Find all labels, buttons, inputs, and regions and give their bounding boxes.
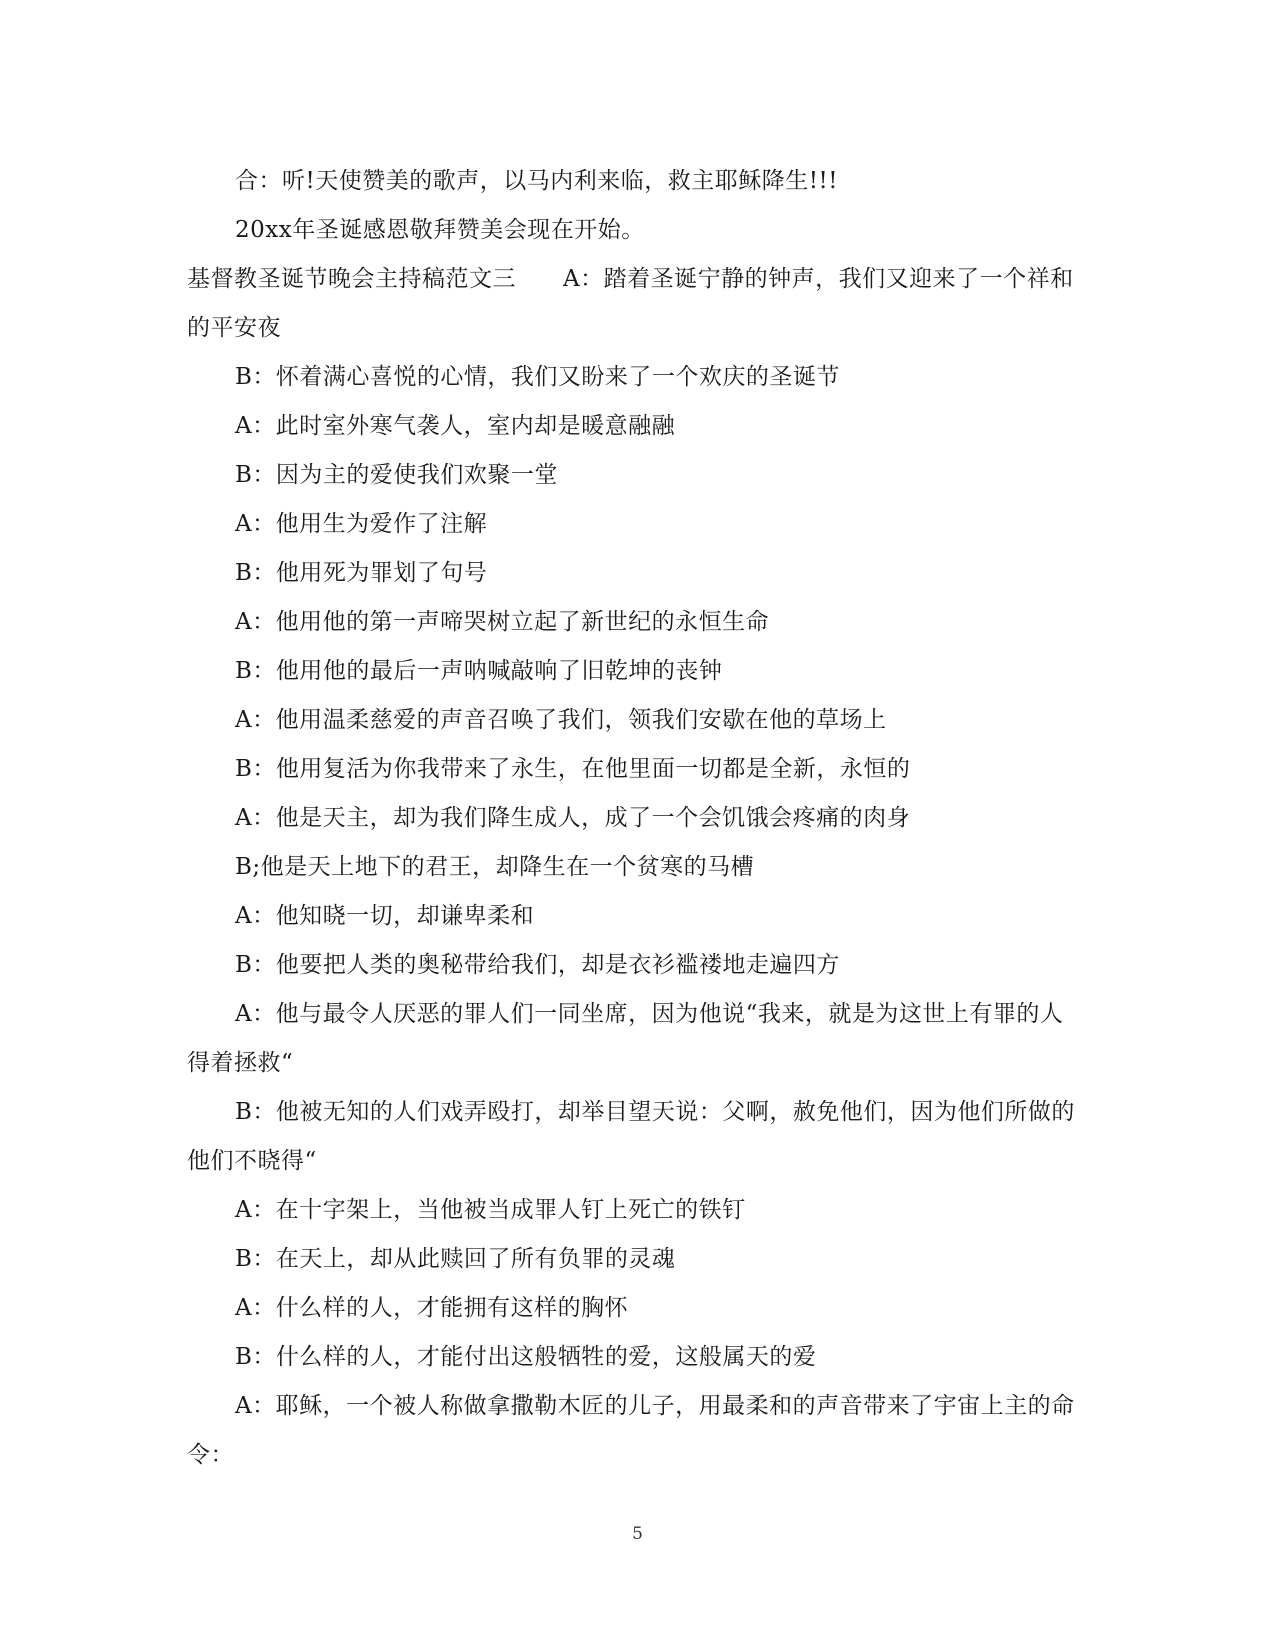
paragraph: A：在十字架上，当他被当成罪人钉上死亡的铁钉 bbox=[235, 1197, 746, 1223]
paragraph: A：耶稣，一个被人称做拿撒勒木匠的儿子，用最柔和的声音带来了宇宙上主的命令： bbox=[187, 1393, 1075, 1468]
paragraph: B：怀着满心喜悦的心情，我们又盼来了一个欢庆的圣诞节 bbox=[235, 364, 840, 390]
paragraph: B：他用死为罪划了句号 bbox=[235, 560, 488, 586]
paragraph: B：因为主的爱使我们欢聚一堂 bbox=[235, 462, 558, 488]
paragraph: B;他是天上地下的君王，却降生在一个贫寒的马槽 bbox=[235, 854, 755, 880]
paragraph: 20xx年圣诞感恩敬拜赞美会现在开始。 bbox=[235, 217, 645, 243]
document-body bbox=[187, 157, 1075, 1480]
paragraph: A：他是天主，却为我们降生成人，成了一个会饥饿会疼痛的肉身 bbox=[235, 805, 911, 831]
paragraph: 合：听!天使赞美的歌声，以马内利来临，救主耶稣降生!!! bbox=[235, 168, 838, 194]
paragraph: B：什么样的人，才能付出这般牺牲的爱，这般属天的爱 bbox=[235, 1344, 817, 1370]
paragraph: A：此时室外寒气袭人，室内却是暖意融融 bbox=[235, 413, 676, 439]
page-number: 5 bbox=[632, 1524, 643, 1544]
paragraph: B：他被无知的人们戏弄殴打，却举目望天说：父啊，赦免他们，因为他们所做的他们不晓得“ bbox=[187, 1099, 1075, 1174]
paragraph: A：他用他的第一声啼哭树立起了新世纪的永恒生命 bbox=[235, 609, 770, 635]
paragraph: B：他用他的最后一声呐喊敲响了旧乾坤的丧钟 bbox=[235, 658, 723, 684]
paragraph: A：他用温柔慈爱的声音召唤了我们，领我们安歇在他的草场上 bbox=[235, 707, 887, 733]
paragraph: A：他用生为爱作了注解 bbox=[235, 511, 488, 537]
paragraph: B：他要把人类的奥秘带给我们，却是衣衫褴褛地走遍四方 bbox=[235, 952, 840, 978]
paragraph: A：他与最令人厌恶的罪人们一同坐席，因为他说“我来，就是为这世上有罪的人得着拯救“ bbox=[187, 1001, 1064, 1076]
paragraph: B：他用复活为你我带来了永生，在他里面一切都是全新，永恒的 bbox=[235, 756, 911, 782]
paragraph: A：什么样的人，才能拥有这样的胸怀 bbox=[235, 1295, 629, 1321]
paragraph: A：他知晓一切，却谦卑柔和 bbox=[235, 903, 535, 929]
paragraph-heading-line: 基督教圣诞节晚会主持稿范文三 A：踏着圣诞宁静的钟声，我们又迎来了一个祥和的平安夜 bbox=[187, 266, 1074, 341]
paragraph: B：在天上，却从此赎回了所有负罪的灵魂 bbox=[235, 1246, 676, 1272]
